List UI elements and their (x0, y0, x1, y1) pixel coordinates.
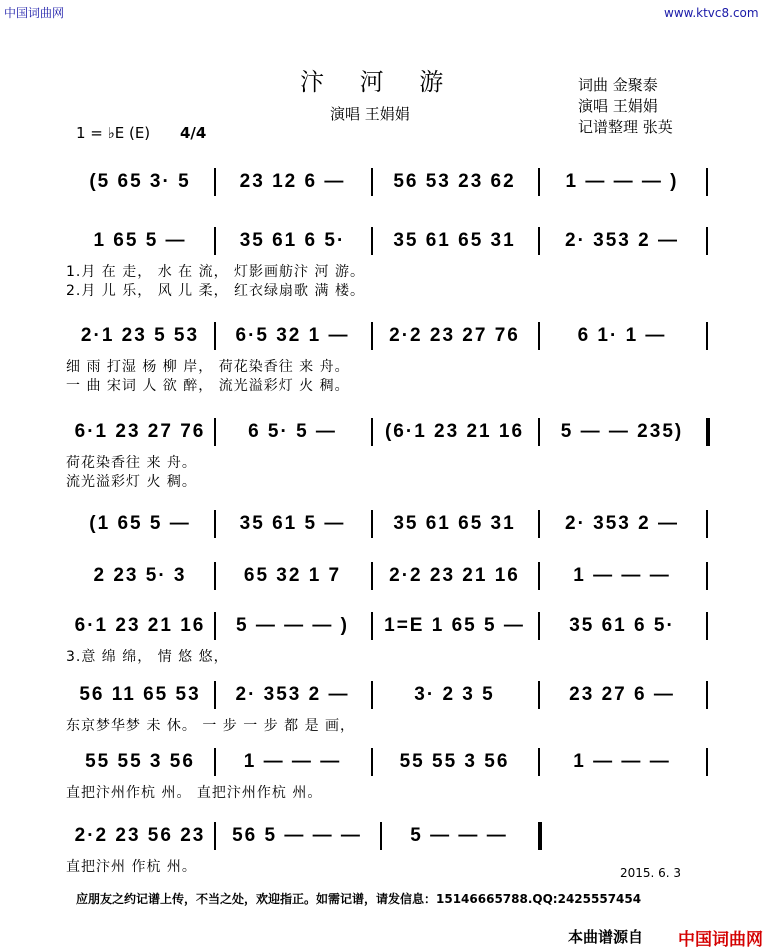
credit-transcriber: 记谱整理 张英 (578, 118, 673, 136)
site-url[interactable]: www.ktvc8.com (664, 6, 759, 20)
measure: 23 27 6 — (569, 684, 675, 705)
measure: 5 — — — (410, 825, 508, 846)
measure: 1 65 5 — (93, 230, 187, 251)
barline (371, 612, 373, 640)
barline (706, 227, 708, 255)
time-signature: 4/4 (180, 124, 207, 142)
measure: 6·1 23 21 16 (74, 615, 206, 636)
barline (706, 562, 708, 590)
barline (538, 227, 540, 255)
measure: 35 61 5 — (239, 513, 346, 534)
barline (538, 418, 540, 446)
barline (371, 510, 373, 538)
barline (706, 322, 708, 350)
measure: 2·2 23 56 23 (74, 825, 206, 846)
barline (538, 322, 540, 350)
barline (538, 748, 540, 776)
measure: 1 — — — ) (565, 171, 679, 192)
staff-row (66, 681, 714, 709)
measure: 56 5 — — — (232, 825, 362, 846)
measure: 6·1 23 27 76 (74, 421, 206, 442)
staff-row (66, 612, 714, 640)
staff-row (66, 510, 714, 538)
barline (214, 168, 216, 196)
staff-row (66, 322, 714, 350)
lyric-line: 2.月 儿 乐， 风 儿 柔， 红衣绿扇歌 满 楼。 (66, 283, 365, 299)
lyric-line: 流光溢彩灯 火 稠。 (66, 474, 197, 490)
staff-row (66, 822, 714, 850)
barline (214, 227, 216, 255)
measure: 5 — — — ) (235, 615, 349, 636)
measure: (5 65 3· 5 (89, 171, 191, 192)
barline (538, 510, 540, 538)
measure: 35 61 65 31 (393, 513, 516, 534)
barline (706, 612, 708, 640)
singer-line: 演唱 王娟娟 (330, 105, 410, 123)
barline (214, 322, 216, 350)
barline (380, 822, 382, 850)
barline (214, 562, 216, 590)
barline (706, 418, 710, 446)
barline (706, 681, 708, 709)
measure: 2·2 23 27 76 (389, 325, 520, 346)
footer-note: 应朋友之约记谱上传，不当之处，欢迎指正。如需记谱，请发信息：15146665788.QQ:2425557454 (76, 892, 642, 906)
credit-singer: 演唱 王娟娟 (578, 97, 658, 115)
barline (538, 822, 542, 850)
measure: 56 53 23 62 (393, 171, 516, 192)
staff-row (66, 418, 714, 446)
barline (538, 168, 540, 196)
lyric-line: 1.月 在 走， 水 在 流， 灯影画舫汴 河 游。 (66, 264, 365, 280)
measure: 56 11 65 53 (79, 684, 201, 705)
measure: 1 — — — (573, 565, 671, 586)
barline (706, 748, 708, 776)
measure: 5 — — 235) (560, 421, 684, 442)
measure: 6 1· 1 — (577, 325, 667, 346)
barline (706, 510, 708, 538)
lyric-line: 东京梦华梦 未 休。 一 步 一 步 都 是 画， (66, 718, 356, 734)
credit-composer: 词曲 金聚泰 (578, 76, 658, 94)
staff-row (66, 227, 714, 255)
measure: 2· 353 2 — (235, 684, 350, 705)
barline (538, 681, 540, 709)
measure: 2· 353 2 — (565, 513, 679, 534)
measure: 6 5· 5 — (248, 421, 337, 442)
staff-row (66, 562, 714, 590)
measure: 6·5 32 1 — (235, 325, 350, 346)
measure: 2· 353 2 — (565, 230, 679, 251)
barline (538, 562, 540, 590)
measure: 35 61 6 5· (239, 230, 346, 251)
lyric-line: 直把汴州作杭 州。 直把汴州作杭 州。 (66, 785, 323, 801)
lyric-line: 细 雨 打湿 杨 柳 岸， 荷花染香往 来 舟。 (66, 359, 350, 375)
measure: 1=E 1 65 5 — (384, 615, 525, 636)
date: 2015. 6. 3 (620, 866, 682, 880)
barline (214, 418, 216, 446)
measure: 23 12 6 — (239, 171, 346, 192)
barline (371, 562, 373, 590)
measure: 2 23 5· 3 (93, 565, 187, 586)
lyric-line: 直把汴州 作杭 州。 (66, 859, 197, 875)
measure: 1 — — — (243, 751, 342, 772)
measure: 3· 2 3 5 (414, 684, 495, 705)
key-signature: 1 = ♭E (E) (76, 124, 151, 142)
barline (214, 510, 216, 538)
barline (371, 168, 373, 196)
barline (706, 168, 708, 196)
barline (371, 227, 373, 255)
song-title: 汴 河 游 (300, 68, 458, 96)
staff-row (66, 748, 714, 776)
measure: 35 61 6 5· (569, 615, 675, 636)
staff-row (66, 168, 714, 196)
measure: 2·2 23 21 16 (389, 565, 520, 586)
measure: 2·1 23 5 53 (80, 325, 200, 346)
barline (214, 822, 216, 850)
measure: 35 61 65 31 (393, 230, 516, 251)
source-label: 本曲谱源自 (568, 928, 644, 946)
barline (214, 748, 216, 776)
measure: 1 — — — (573, 751, 671, 772)
barline (214, 681, 216, 709)
measure: (6·1 23 21 16 (384, 421, 525, 442)
barline (371, 681, 373, 709)
barline (214, 612, 216, 640)
lyric-line: 荷花染香往 来 舟。 (66, 455, 197, 471)
barline (538, 612, 540, 640)
barline (371, 418, 373, 446)
measure: 55 55 3 56 (85, 751, 195, 772)
measure: 55 55 3 56 (399, 751, 510, 772)
measure: (1 65 5 — (89, 513, 191, 534)
brand-name: 中国词曲网 (678, 930, 763, 950)
measure: 65 32 1 7 (243, 565, 342, 586)
site-name: 中国词曲网 (4, 6, 65, 20)
barline (371, 748, 373, 776)
lyric-line: 3.意 绵 绵， 情 悠 悠， (66, 649, 229, 665)
lyric-line: 一 曲 宋词 人 欲 醉， 流光溢彩灯 火 稠。 (66, 378, 350, 394)
barline (371, 322, 373, 350)
